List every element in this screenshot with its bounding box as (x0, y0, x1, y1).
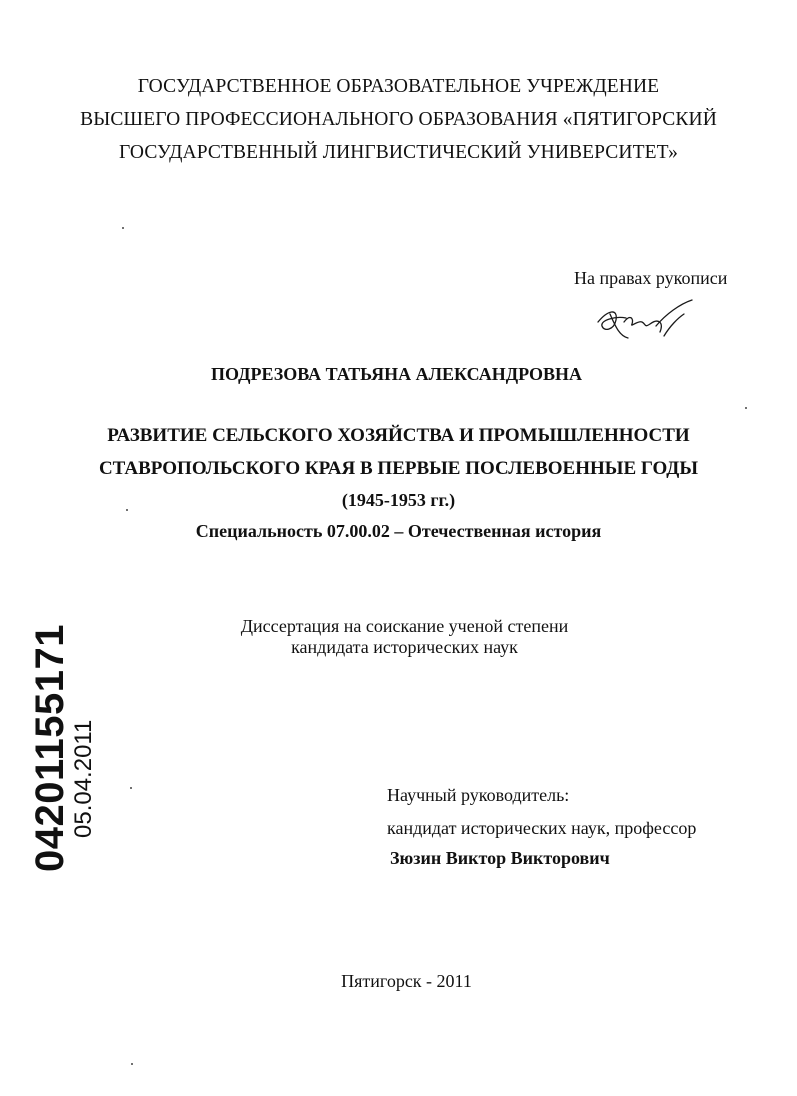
scan-speck (122, 227, 124, 229)
library-stamp-number: 04201155171 (28, 624, 72, 872)
dissertation-purpose-line-2: кандидата исторических наук (291, 637, 518, 657)
thesis-title-line-1: РАЗВИТИЕ СЕЛЬСКОГО ХОЗЯЙСТВА И ПРОМЫШЛЕННОСТИ (107, 425, 690, 446)
dissertation-purpose-line-1: Диссертация на соискание ученой степени (240, 616, 569, 636)
institution-line-2: ВЫСШЕГО ПРОФЕССИОНАЛЬНОГО ОБРАЗОВАНИЯ «ПЯТИГОРСКИЙ (80, 109, 717, 130)
supervisor-label: Научный руководитель: (387, 785, 570, 805)
author-signature (594, 296, 696, 342)
institution-line-1: ГОСУДАРСТВЕННОЕ ОБРАЗОВАТЕЛЬНОЕ УЧРЕЖДЕНИЕ (137, 76, 660, 97)
scan-speck (130, 787, 132, 789)
library-stamp-date: 05.04.2011 (70, 719, 97, 838)
scan-speck (131, 1063, 133, 1065)
scan-speck (745, 407, 747, 409)
supervisor-name: Зюзин Виктор Викторович (390, 848, 610, 868)
supervisor-degree: кандидат исторических наук, профессор (387, 818, 697, 838)
thesis-title-line-2: СТАВРОПОЛЬСКОГО КРАЯ В ПЕРВЫЕ ПОСЛЕВОЕННЫЕ ГОДЫ (98, 458, 699, 479)
city-year: Пятигорск - 2011 (341, 971, 472, 991)
specialty-line: Специальность 07.00.02 – Отечественная история (195, 521, 602, 541)
author-name: ПОДРЕЗОВА ТАТЬЯНА АЛЕКСАНДРОВНА (211, 364, 582, 384)
manuscript-rights-note: На правах рукописи (574, 268, 728, 288)
institution-line-3: ГОСУДАРСТВЕННЫЙ ЛИНГВИСТИЧЕСКИЙ УНИВЕРСИТЕТ» (119, 142, 678, 163)
scan-speck (126, 509, 128, 511)
thesis-title-years: (1945-1953 гг.) (341, 490, 456, 510)
